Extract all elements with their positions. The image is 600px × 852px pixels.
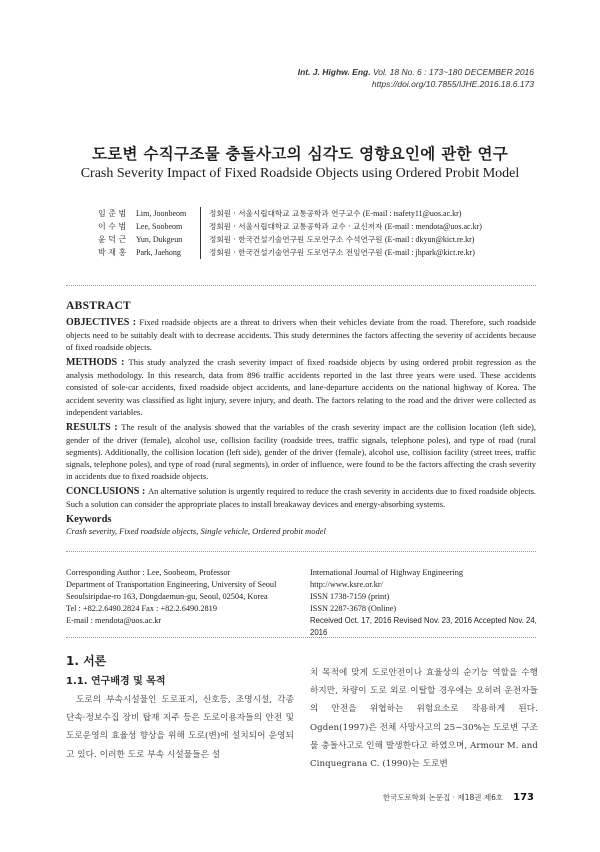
- keywords-heading: Keywords: [66, 514, 112, 526]
- journal-full-name: International Journal of Highway Engineering: [310, 568, 463, 577]
- author-name-korean: 박 재 홍: [98, 248, 127, 257]
- journal-header: [298, 66, 534, 90]
- section-title: 1. 서론: [66, 654, 107, 668]
- footer-journal: 한국도로학회 논문집 · 제18권 제6호: [382, 793, 504, 802]
- received-dates: Received Oct. 17, 2016 Revised Nov. 23, 2016 Accepted Nov. 24, 2016: [310, 616, 537, 637]
- author-name-korean: 윤 덕 근: [98, 235, 127, 244]
- author-row: [98, 246, 538, 259]
- body-column-right: [310, 664, 538, 773]
- corr-address: Seoulsiripdae-ro 163, Dongdaemun-gu, Seoul, 02504, Korea: [66, 592, 268, 601]
- correspondence-block: [66, 567, 301, 627]
- author-divider: [200, 220, 201, 233]
- author-divider: [200, 233, 201, 246]
- body-paragraph: 도로의 부속시설물인 도로표지, 신호등, 조명시설, 각종 단속·정보수집 장비 탑재 지주 등은 도로이용자들의 안전 및 도로운영의 효율성 향상을 위해 도로(변)에 설치되어 운영되고 있다. 이러한 도로 부속 시설물들은 설: [66, 695, 294, 760]
- abstract-heading: ABSTRACT: [66, 300, 132, 312]
- journal-name: Int. J. Highw. Eng.: [297, 67, 371, 77]
- body-column-left: [66, 652, 294, 764]
- author-affiliation: 정회원 · 서울시립대학교 교통공학과 교수 · 교신저자 (E-mail : mendota@uos.ac.kr): [209, 222, 482, 231]
- author-email: (E-mail : dkyun@kict.re.kr): [384, 235, 475, 244]
- paper-title-english: Crash Severity Impact of Fixed Roadside Objects using Ordered Probit Model: [80, 166, 520, 181]
- author-email: (E-mail : tsafety11@uos.ac.kr): [362, 209, 462, 218]
- paper-title-korean: 도로변 수직구조물 충돌사고의 심각도 영향요인에 관한 연구: [91, 145, 508, 163]
- abstract-objectives: OBJECTIVES : Fixed roadside objects are a threat to drivers when their vehicles deviate from the road. Therefore, such roadside objects need to be suitably dealt with to decrease accidents. This study determines the factors affecting the severity of accidents because of fixed roadside objects.: [66, 317, 536, 353]
- subsection-title: 1.1. 연구배경 및 목적: [66, 676, 166, 687]
- abstract-section: [66, 300, 536, 537]
- author-name-english: Lim, Joonbeom: [136, 209, 187, 218]
- page-number: 173: [513, 792, 534, 803]
- page-footer: [383, 792, 534, 803]
- author-name-english: Yun, Dukgeun: [136, 235, 183, 244]
- author-divider: [200, 207, 201, 220]
- corr-phone: Tel : +82.2.6490.2824 Fax : +82.2.6490.2819: [66, 604, 217, 613]
- issn-online: ISSN 2287-3678 (Online): [310, 604, 397, 613]
- author-row: [98, 220, 538, 233]
- body-paragraph: 치 목적에 맞게 도로안전이나 효율상의 순기능 역할을 수행하지만, 차량이 도로 외로 이탈할 경우에는 오히려 운전자들의 안전을 위협하는 위험요소로 작용하게 된다. Ogden(1997)은 전체 사망사고의 25~30%는 도로변 구조물 충돌사고로 인해 발생한다고 하였으며, Armour M. and Cinquegrana C. (1990)는 도로변: [310, 668, 538, 770]
- author-email: (E-mail : jhpark@kict.re.kr): [384, 248, 475, 257]
- section-divider: [66, 637, 536, 638]
- journal-url[interactable]: http://www.ksre.or.kr/: [310, 580, 383, 589]
- author-list: [98, 207, 538, 259]
- author-row: [98, 207, 538, 220]
- abstract-methods: METHODS : This study analyzed the crash severity impact of fixed roadside objects by using ordered probit regression as the analysis methodology. In this research, data from 896 traffic accidents reported in the last three years were used. These accidents consisted of sole-car accidents, fixed roadside object accidents, and lane-departure accidents on the national highway of Korea. The accident severity was classified as light injury, severe injury, and death. The factors relating to the road and the driver were collected as independent variables.: [66, 357, 536, 417]
- section-divider: [66, 551, 536, 552]
- abstract-results: RESULTS : The result of the analysis showed that the variables of the crash severity impact are the collision location (left side), gender of the driver (female), alcohol use, collision facility (roadside trees, traffic signals, telephone poles), and type of road (rural segments). Additionally, the collision location (left side), gender of the driver (female), alcohol use, collision facility (street trees, traffic signals, telephone poles), and type of road (rural segments), in order of influence, were found to be the factors affecting the crash severity in accidents due to fixed roadside objects.: [66, 421, 536, 482]
- author-divider: [200, 246, 201, 259]
- corr-department: Department of Transportation Engineering, University of Seoul: [66, 580, 277, 589]
- journal-info-block: [310, 567, 540, 639]
- journal-doi[interactable]: https://doi.org/10.7855/IJHE.2016.18.6.173: [371, 79, 534, 89]
- author-name-english: Lee, Soobeom: [136, 222, 183, 231]
- author-email: (E-mail : mendota@uos.ac.kr): [384, 222, 482, 231]
- author-affiliation: 정회원 · 한국건설기술연구원 도로연구소 전임연구원 (E-mail : jhpark@kict.re.kr): [209, 248, 475, 257]
- issn-print: ISSN 1738-7159 (print): [310, 592, 390, 601]
- section-divider: [66, 285, 536, 286]
- abstract-conclusions: CONCLUSIONS : An alternative solution is urgently required to reduce the crash severity in accidents due to fixed roadside objects. Such a solution can consider the appropriate places to install breakaway devices and energy-absorbing systems.: [66, 486, 537, 510]
- author-affiliation: 정회원 · 서울시립대학교 교통공학과 연구교수 (E-mail : tsafety11@uos.ac.kr): [209, 209, 462, 218]
- author-row: [98, 233, 538, 246]
- corr-email[interactable]: E-mail : mendota@uos.ac.kr: [66, 616, 162, 625]
- corr-author: Corresponding Author : Lee, Soobeom, Professor: [66, 568, 231, 577]
- author-affiliation: 정회원 · 한국건설기술연구원 도로연구소 수석연구원 (E-mail : dkyun@kict.re.kr): [209, 235, 475, 244]
- author-name-korean: 임 준 범: [98, 209, 127, 218]
- journal-volume: Vol. 18 No. 6 : 173~180 DECEMBER 2016: [370, 67, 534, 77]
- author-name-english: Park, Jaehong: [136, 248, 181, 257]
- keywords-list: Crash severity, Fixed roadside objects, Single vehicle, Ordered probit model: [66, 526, 326, 537]
- author-name-korean: 이 수 범: [98, 222, 127, 231]
